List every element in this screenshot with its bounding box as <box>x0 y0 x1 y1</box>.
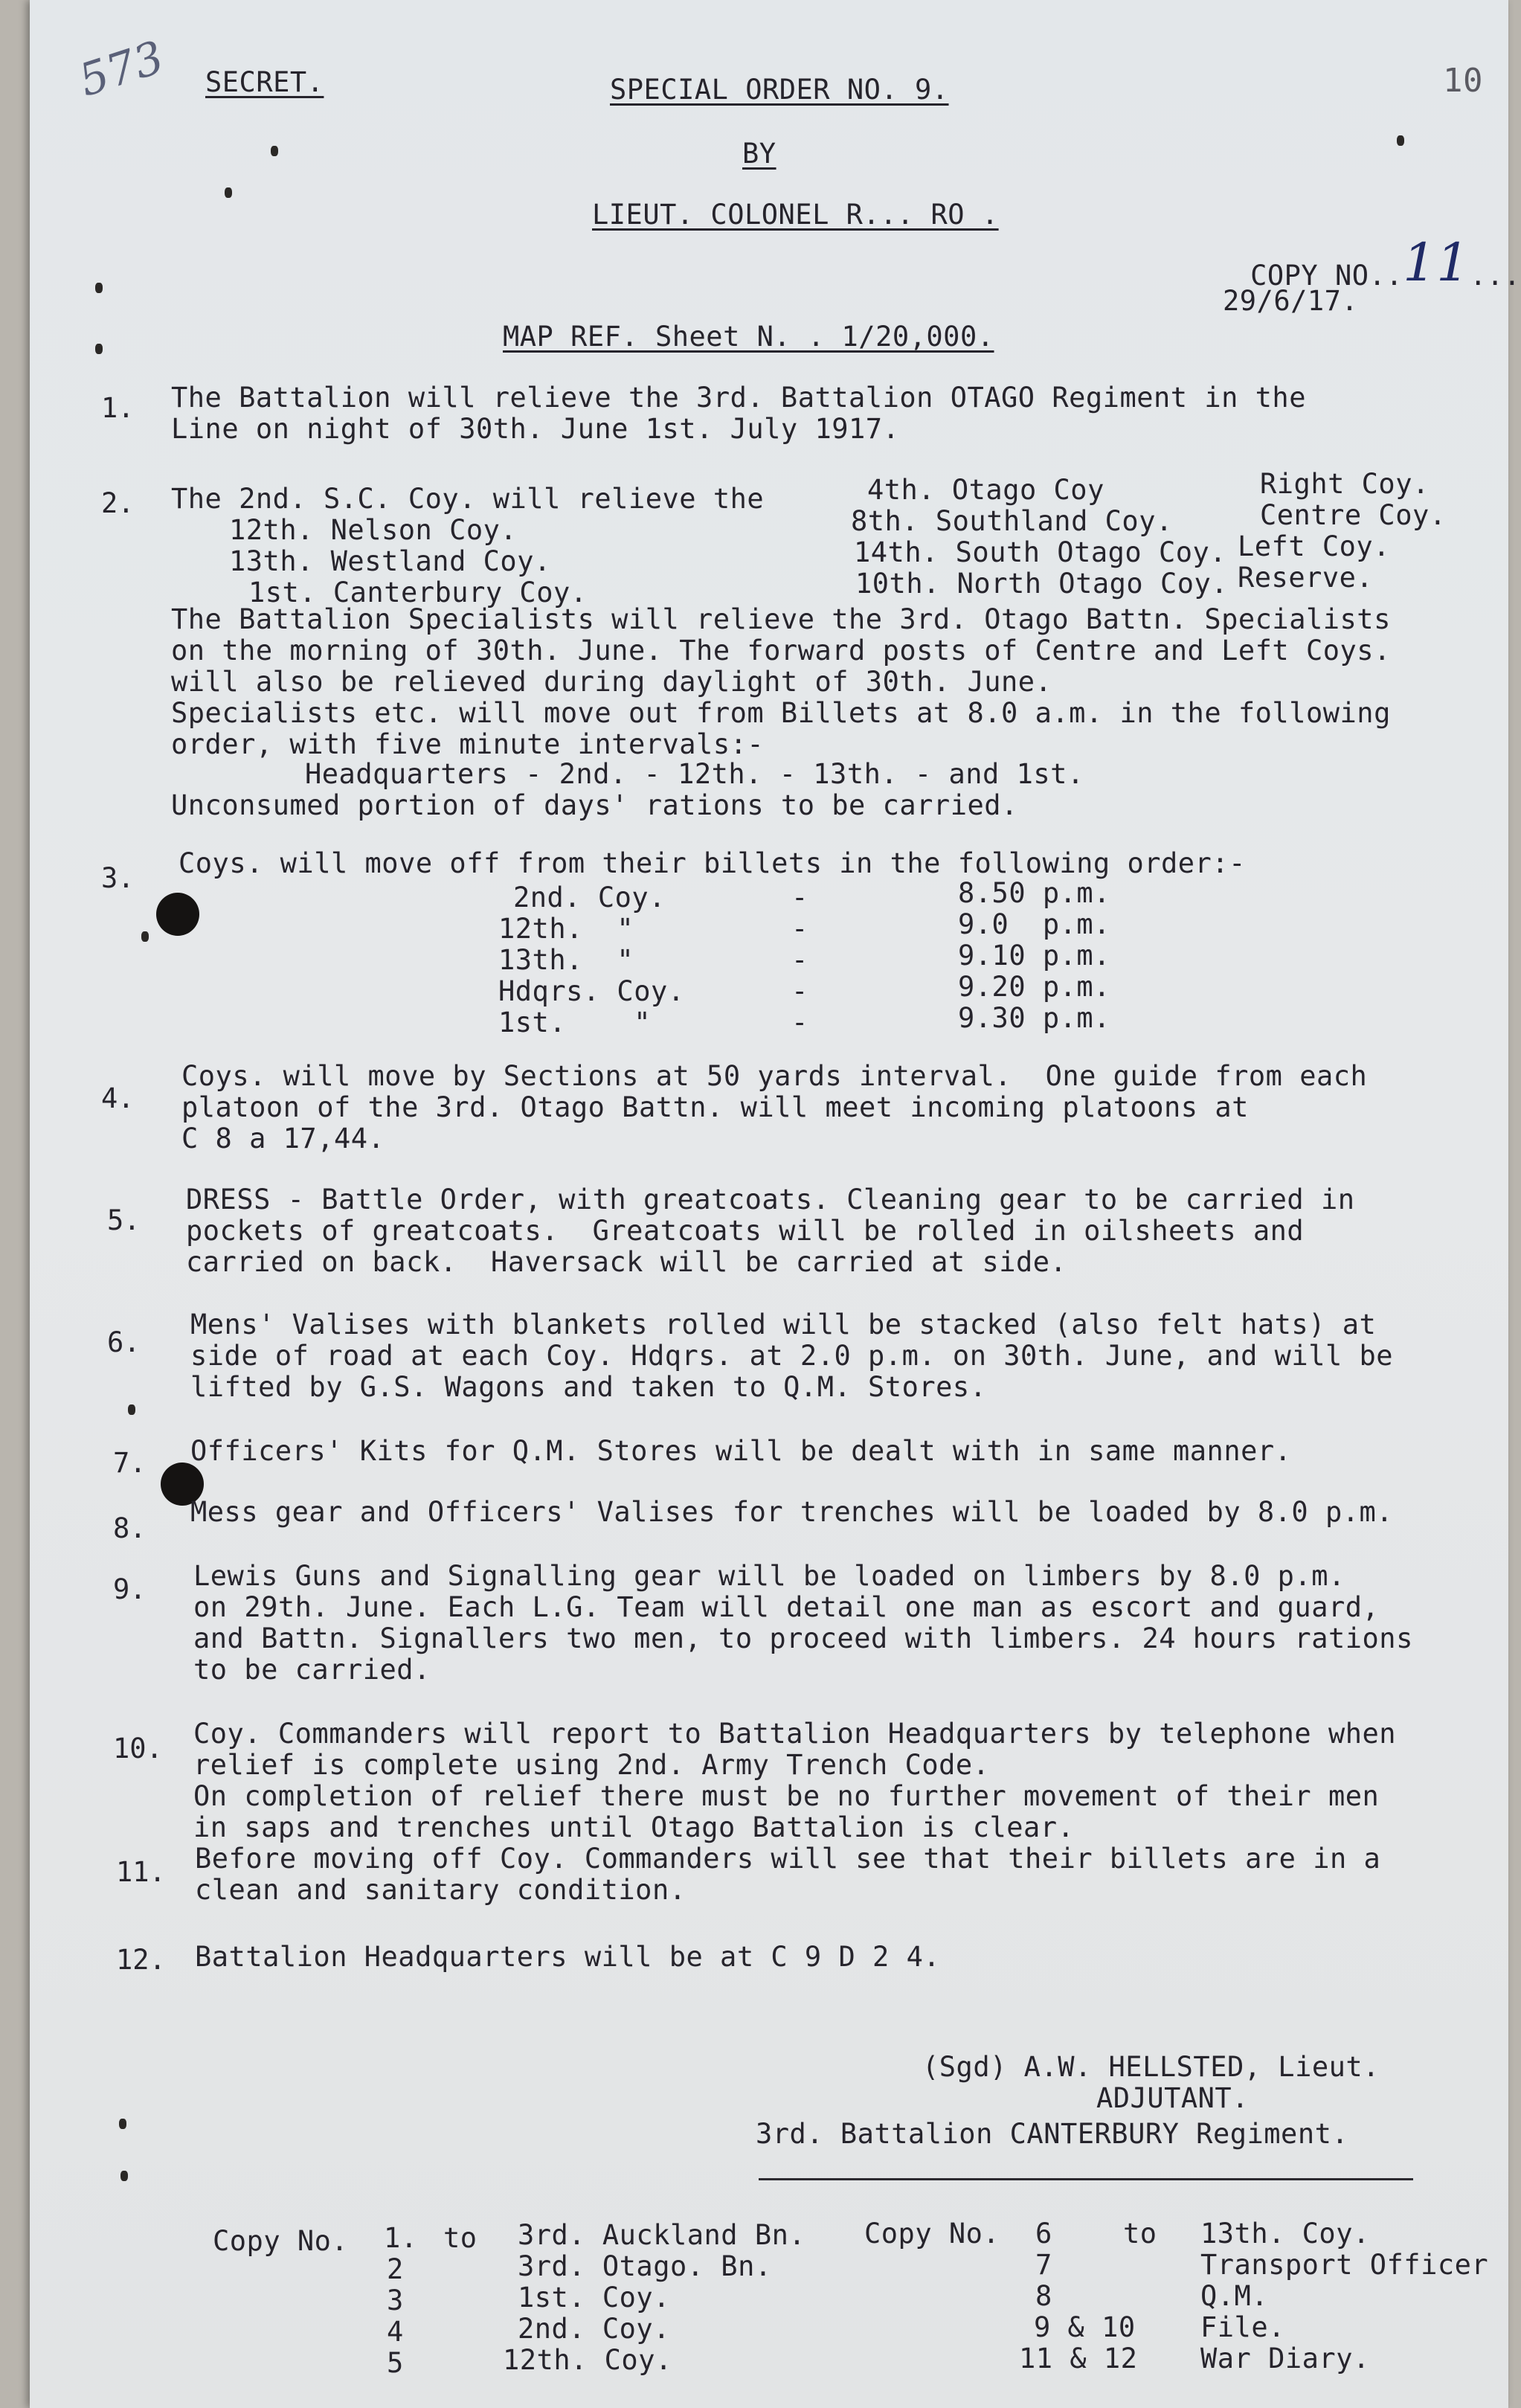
classification: SECRET. <box>205 66 324 98</box>
distribution-no: 5 <box>387 2347 404 2379</box>
paragraph-line: DRESS - Battle Order, with greatcoats. Cleaning gear to be carried in <box>186 1184 1355 1216</box>
distribution-copy-label: Copy No. <box>864 2218 1000 2250</box>
relief-unit: 1st. Canterbury Coy. <box>248 577 588 609</box>
divider-line <box>759 2178 1413 2180</box>
signature-name: (Sgd) A.W. HELLSTED, Lieut. <box>922 2051 1380 2083</box>
paragraph-number: 1. <box>101 392 135 424</box>
margin-mark <box>119 2119 126 2129</box>
paragraph-line: will also be relieved during daylight of 30th. June. <box>171 666 1052 698</box>
relieved-coy: 4th. Otago Coy <box>867 474 1104 506</box>
margin-mark <box>95 283 103 293</box>
signature-unit: 3rd. Battalion CANTERBURY Regiment. <box>756 2118 1349 2150</box>
relief-unit: The 2nd. S.C. Coy. will relieve the <box>171 483 765 515</box>
distribution-recipient: 13th. Coy. <box>1200 2218 1370 2250</box>
schedule-unit: 12th. " <box>498 913 634 945</box>
distribution-no: 7 <box>1035 2249 1052 2281</box>
paragraph-number: 6. <box>107 1326 141 1358</box>
paragraph-line: pockets of greatcoats. Greatcoats will be rolled in oilsheets and <box>186 1215 1305 1247</box>
paragraph-line: on the morning of 30th. June. The forward posts of Centre and Left Coys. <box>171 635 1391 667</box>
paragraph-line: platoon of the 3rd. Otago Battn. will meet incoming platoons at <box>181 1091 1249 1123</box>
paragraph-line: Coy. Commanders will report to Battalion Headquarters by telephone when <box>193 1718 1397 1750</box>
copy-label: COPY NO.. <box>1250 260 1403 292</box>
schedule-dash: - <box>791 1006 808 1038</box>
paragraph-number: 4. <box>101 1082 135 1114</box>
distribution-recipient: Q.M. <box>1200 2280 1269 2312</box>
order-author: LIEUT. COLONEL R... RO . <box>592 199 999 231</box>
distribution-no: 1. <box>384 2222 418 2254</box>
paragraph-line: to be carried. <box>193 1654 431 1686</box>
distribution-to-label: to <box>443 2222 477 2254</box>
paragraph-line: Headquarters - 2nd. - 12th. - 13th. - and 1st. <box>305 758 1084 790</box>
order-title: SPECIAL ORDER NO. 9. <box>610 74 949 106</box>
order-date: 29/6/17. <box>1223 285 1359 317</box>
paragraph-number: 9. <box>113 1573 147 1605</box>
paragraph-line: Mess gear and Officers' Valises for trenches will be loaded by 8.0 p.m. <box>190 1496 1394 1528</box>
distribution-recipient: War Diary. <box>1200 2343 1370 2375</box>
signature-rank: ADJUTANT. <box>1096 2082 1249 2114</box>
punch-hole <box>156 893 199 936</box>
relief-position: Reserve. <box>1238 562 1374 594</box>
distribution-no: 3 <box>387 2285 404 2317</box>
paragraph-line: C 8 a 17,44. <box>181 1123 385 1155</box>
distribution-no: 8 <box>1035 2280 1052 2312</box>
paragraph-line: Battalion Headquarters will be at C 9 D 2 4. <box>195 1941 941 1973</box>
paragraph-number: 3. <box>101 862 135 894</box>
schedule-dash: - <box>791 975 808 1007</box>
paragraph-line: Before moving off Coy. Commanders will see that their billets are in a <box>195 1843 1381 1875</box>
paragraph-line: and Battn. Signallers two men, to proceed with limbers. 24 hours rations <box>193 1622 1413 1654</box>
paragraph-line: side of road at each Coy. Hdqrs. at 2.0 p.m. on 30th. June, and will be <box>190 1340 1394 1372</box>
paragraph-number: 5. <box>107 1204 141 1236</box>
relief-unit: 13th. Westland Coy. <box>229 545 551 577</box>
margin-mark <box>128 1404 135 1415</box>
paragraph-line: order, with five minute intervals:- <box>171 728 765 760</box>
paragraph-number: 8. <box>113 1512 147 1544</box>
pencil-archive-number: 573 <box>72 31 170 107</box>
distribution-recipient: 3rd. Auckland Bn. <box>518 2219 806 2251</box>
distribution-no: 11 & 12 <box>1019 2343 1138 2375</box>
copy-suffix: ... <box>1470 260 1521 292</box>
relieved-coy: 8th. Southland Coy. <box>851 505 1173 537</box>
document-page <box>30 0 1521 2408</box>
distribution-no: 4 <box>387 2316 404 2348</box>
schedule-time: 9.10 p.m. <box>958 940 1110 972</box>
paragraph-line: Coys. will move by Sections at 50 yards interval. One guide from each <box>181 1060 1368 1092</box>
schedule-unit: 2nd. Coy. <box>513 882 666 914</box>
paragraph-line: Specialists etc. will move out from Billets at 8.0 a.m. in the following <box>171 697 1391 729</box>
paragraph-line: carried on back. Haversack will be carried at side. <box>186 1246 1067 1278</box>
paragraph-line: relief is complete using 2nd. Army Trench Code. <box>193 1749 990 1781</box>
schedule-dash: - <box>791 882 808 914</box>
relief-position: Left Coy. <box>1238 530 1390 562</box>
margin-mark <box>141 931 149 942</box>
paragraph-line: Unconsumed portion of days' rations to be carried. <box>171 789 1018 821</box>
paragraph-line: on 29th. June. Each L.G. Team will detail one man as escort and guard, <box>193 1591 1380 1623</box>
paragraph-number: 10. <box>113 1733 163 1765</box>
paragraph-line: On completion of relief there must be no further movement of their men <box>193 1780 1380 1812</box>
order-by: BY <box>742 138 776 170</box>
schedule-unit: Hdqrs. Coy. <box>498 975 685 1007</box>
margin-mark <box>95 344 103 354</box>
margin-mark <box>225 187 232 198</box>
distribution-to-label: to <box>1123 2218 1157 2250</box>
distribution-no: 6 <box>1035 2218 1052 2250</box>
paragraph-number: 12. <box>116 1944 166 1976</box>
map-reference: MAP REF. Sheet N. . 1/20,000. <box>503 321 994 353</box>
schedule-time: 8.50 p.m. <box>958 877 1110 909</box>
schedule-unit: 1st. " <box>498 1006 651 1038</box>
margin-mark <box>271 146 278 156</box>
paragraph-line: Coys. will move off from their billets in the following order:- <box>179 847 1246 879</box>
paragraph-line: clean and sanitary condition. <box>195 1874 686 1906</box>
paragraph-line: The Battalion Specialists will relieve the 3rd. Otago Battn. Specialists <box>171 603 1391 635</box>
page-number: 10 <box>1443 62 1483 100</box>
schedule-dash: - <box>791 944 808 976</box>
relief-unit: 12th. Nelson Coy. <box>229 514 518 546</box>
copy-number-handwritten: 11 <box>1403 232 1470 293</box>
schedule-time: 9.20 p.m. <box>958 971 1110 1003</box>
paragraph-line: Lewis Guns and Signalling gear will be loaded on limbers by 8.0 p.m. <box>193 1560 1345 1592</box>
distribution-recipient: Transport Officer <box>1200 2249 1489 2281</box>
distribution-no: 9 & 10 <box>1034 2311 1136 2343</box>
relieved-coy: 14th. South Otago Coy. <box>854 536 1227 568</box>
relief-position: Right Coy. <box>1260 468 1430 500</box>
schedule-unit: 13th. " <box>498 944 634 976</box>
relieved-coy: 10th. North Otago Coy. <box>855 568 1229 600</box>
paragraph-line: Mens' Valises with blankets rolled will be stacked (also felt hats) at <box>190 1309 1377 1341</box>
paragraph-line: Line on night of 30th. June 1st. July 1917. <box>171 413 900 445</box>
distribution-recipient: 3rd. Otago. Bn. <box>518 2250 772 2282</box>
distribution-recipient: File. <box>1200 2311 1285 2343</box>
distribution-recipient: 12th. Coy. <box>503 2344 672 2376</box>
relief-position: Centre Coy. <box>1260 499 1447 531</box>
paragraph-number: 7. <box>113 1447 147 1479</box>
distribution-no: 2 <box>387 2253 404 2285</box>
distribution-recipient: 2nd. Coy. <box>518 2313 670 2345</box>
schedule-dash: - <box>791 913 808 945</box>
distribution-recipient: 1st. Coy. <box>518 2282 670 2314</box>
paragraph-number: 2. <box>101 487 135 519</box>
margin-mark <box>1397 135 1404 146</box>
paragraph-line: in saps and trenches until Otago Battalion is clear. <box>193 1811 1075 1843</box>
schedule-time: 9.0 p.m. <box>958 908 1110 940</box>
paragraph-line: lifted by G.S. Wagons and taken to Q.M. Stores. <box>190 1371 987 1403</box>
paragraph-number: 11. <box>116 1856 166 1888</box>
distribution-copy-label: Copy No. <box>213 2225 349 2257</box>
schedule-time: 9.30 p.m. <box>958 1002 1110 1034</box>
paragraph-line: Officers' Kits for Q.M. Stores will be dealt with in same manner. <box>190 1435 1292 1467</box>
margin-mark <box>120 2171 128 2181</box>
paragraph-line: The Battalion will relieve the 3rd. Battalion OTAGO Regiment in the <box>171 382 1306 414</box>
